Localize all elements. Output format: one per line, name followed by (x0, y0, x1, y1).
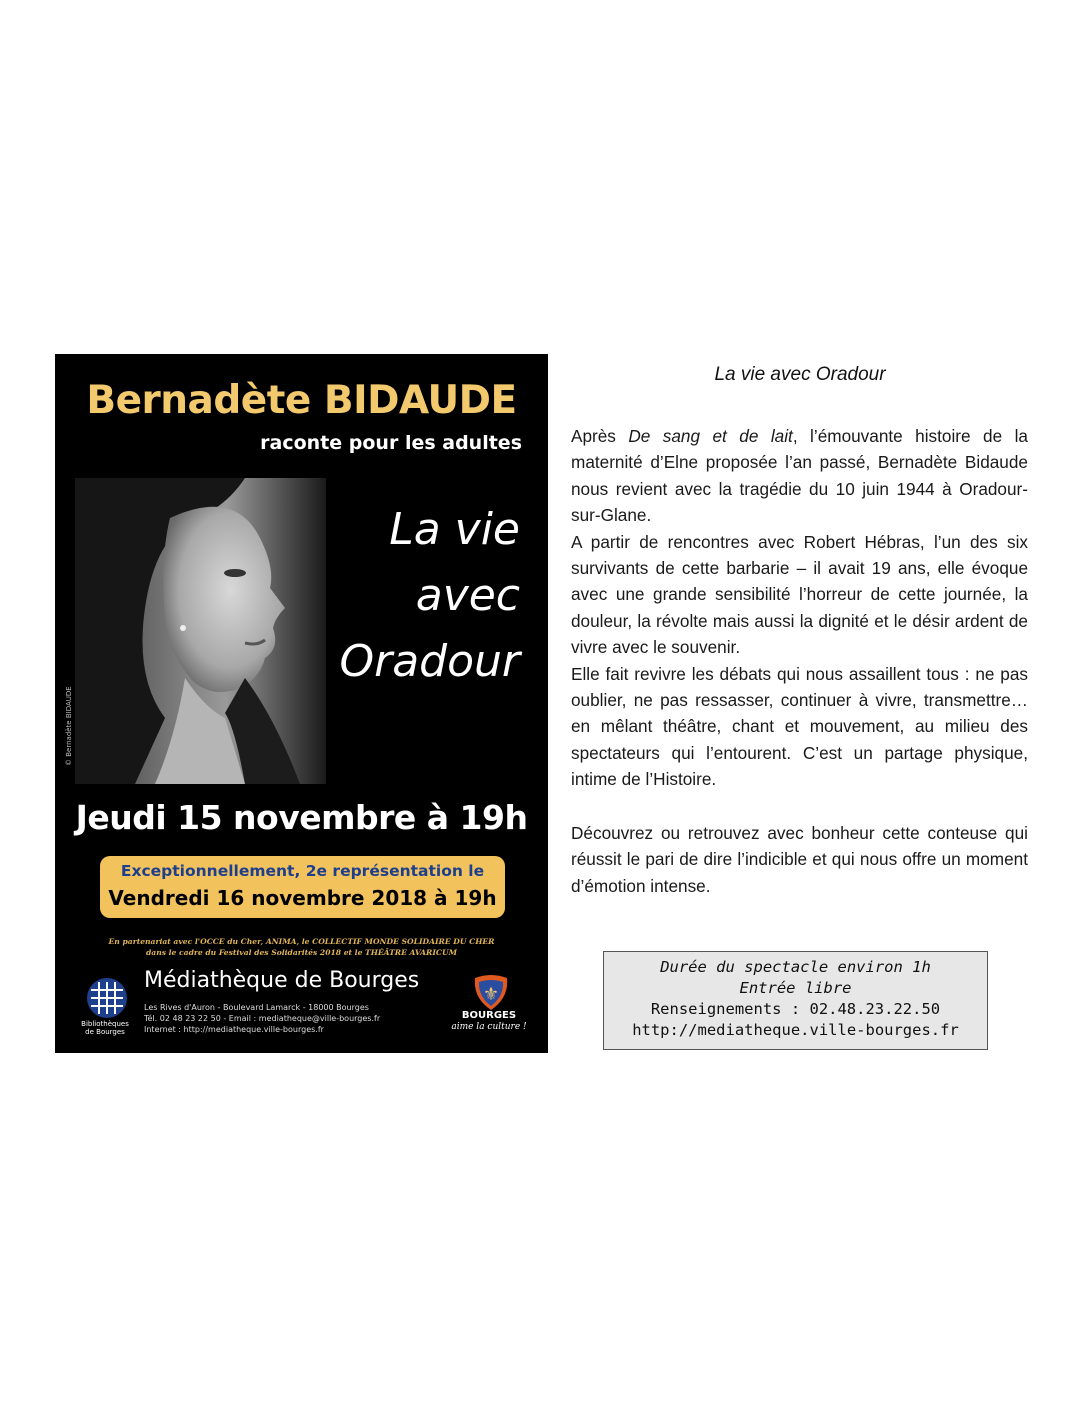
bourges-logo-name: BOURGES (461, 1010, 517, 1021)
poster-title-line-1: La vie (389, 504, 520, 555)
article-paragraph-4: Découvrez ou retrouvez avec bonheur cette conteuse qui réussit le pari de dire l’indicible et qui nous offre un moment d’émotion intense. (571, 823, 1028, 896)
article-paragraph-2: A partir de rencontres avec Robert Hébras, l’un des six survivants de cette barbarie – il avait 19 ans, elle évoque avec une grande sensibilité l’horreur de cette journée, la douleur, la révolte mais aussi la dignité et le désir ardent de vivre avec le souvenir. (571, 531, 1028, 658)
partners-text (55, 936, 548, 958)
article-body (571, 423, 1028, 793)
svg-text:⚜: ⚜ (482, 984, 500, 1005)
p1-rest: , l’émouvante histoire de la maternité d’Elne proposée l’an passé, Bernadète Bidaude nous revient avec la tragédie du 10 juin 1944 à Oradour-sur-Glane. (571, 426, 1028, 526)
extra-performance-banner (100, 856, 505, 918)
p1-work-title: De sang et de lait (628, 426, 793, 446)
extra-performance-line-2: Vendredi 16 novembre 2018 à 19h (108, 886, 497, 910)
mediatheque-internet: Internet : http://mediatheque.ville-bourges.fr (144, 1025, 324, 1034)
bibliotheques-logo-label (77, 1020, 133, 1036)
partners-line-2: dans le cadre du Festival des Solidarités 2018 et le THÉÂTRE AVARICUM (146, 948, 457, 957)
bib-label-line-2: de Bourges (85, 1028, 125, 1036)
info-phone: Renseignements : 02.48.23.22.50 (650, 1000, 941, 1018)
info-entry: Entrée libre (739, 979, 852, 997)
article-paragraph-3: Elle fait revivre les débats qui nous assaillent tous : ne pas oublier, ne pas ressasser, continuer à vivre, transmettre… en mêlant théâtre, chant et mouvement, au milieu des spectateurs qui l’entourent. C’est un partage physique, intime de l’Histoire. (571, 663, 1028, 790)
mediatheque-contact-block (144, 1002, 380, 1035)
bib-label-line-1: Bibliothèques (81, 1020, 129, 1028)
poster-title-line-2: avec (415, 570, 520, 621)
practical-info-box (603, 951, 988, 1050)
partners-line-1: En partenariat avec l'OCCE du Cher, ANIMA, le COLLECTIF MONDE SOLIDAIRE DU CHER (108, 937, 495, 946)
performer-portrait-photo (75, 478, 326, 784)
mediatheque-title: Médiathèque de Bourges (144, 968, 420, 993)
poster-event-date: Jeudi 15 novembre à 19h (75, 798, 528, 837)
poster-subtitle: raconte pour les adultes (260, 432, 522, 454)
bourges-logo-slogan: aime la culture ! (451, 1022, 527, 1032)
bourges-fleur-de-lis-icon (469, 974, 513, 1012)
article-paragraph-1 (571, 423, 1028, 529)
bibliotheques-logo-icon (81, 976, 133, 1024)
poster-title-line-3: Oradour (339, 636, 520, 687)
mediatheque-address: Les Rives d'Auron - Boulevard Lamarck - 18000 Bourges (144, 1003, 369, 1012)
photo-credit: © Bernadète BIDAUDE (65, 686, 73, 766)
extra-performance-line-1: Exceptionnellement, 2e représentation le (120, 862, 485, 880)
article-heading: La vie avec Oradour (714, 364, 886, 385)
info-duration: Durée du spectacle environ 1h (660, 958, 931, 976)
info-url: http://mediatheque.ville-bourges.fr (632, 1021, 959, 1039)
article-closing (571, 820, 1028, 899)
poster-performer-name: Bernadète BIDAUDE (86, 378, 517, 423)
p1-intro: Après (571, 426, 629, 446)
event-poster (55, 354, 548, 1053)
mediatheque-phone-email: Tél. 02 48 23 22 50 - Email : mediatheque@ville-bourges.fr (144, 1014, 381, 1023)
